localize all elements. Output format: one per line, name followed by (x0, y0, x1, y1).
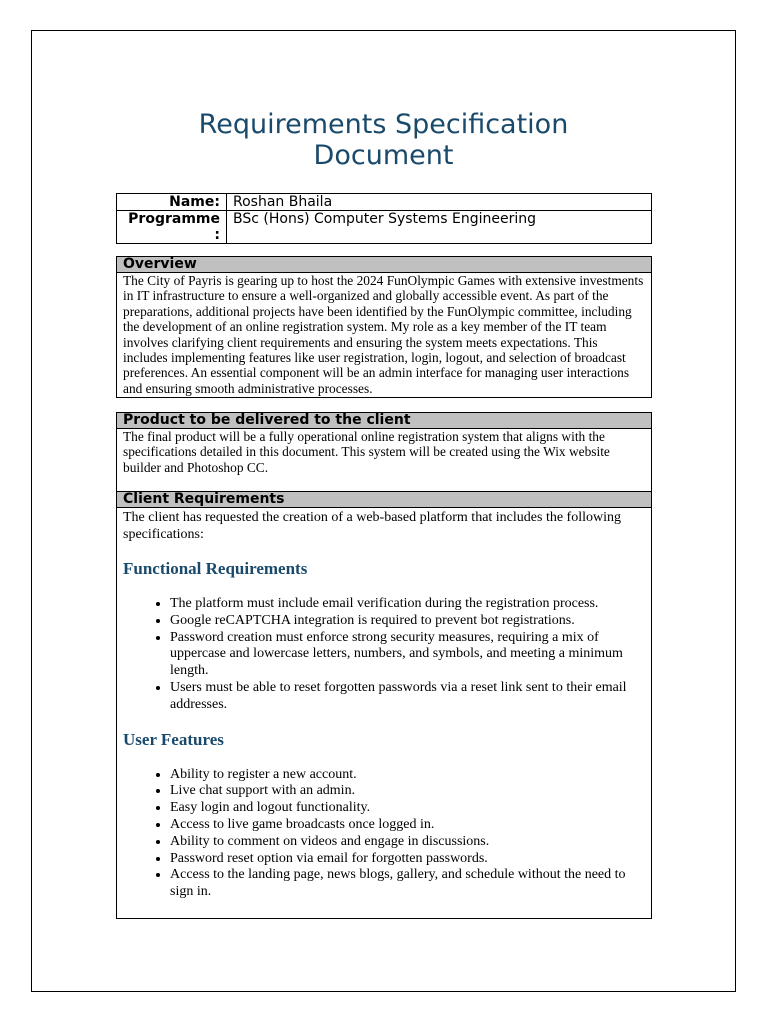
student-info-table (116, 193, 652, 244)
list-item: • Ability to register a new account. (170, 767, 645, 784)
list-item: • Password reset option via email for forgotten passwords. (170, 851, 645, 868)
list-item: • Access to the landing page, news blogs, gallery, and schedule without the need to sign in. (170, 867, 645, 901)
list-item: • Easy login and logout functionality. (170, 800, 645, 817)
name-label: Name: (117, 194, 227, 211)
list-item: • Ability to comment on videos and engage in discussions. (170, 834, 645, 851)
user-features-heading: User Features (123, 729, 224, 749)
list-item: • Password creation must enforce strong security measures, requiring a mix of uppercase and lowercase letters, numbers, and symbols, and meeting a minimum length. (170, 630, 645, 680)
product-text: The final product will be a fully operational online registration system that aligns with the specifications detailed in this document. This system will be created using the Wix website builder and Photoshop CC. (123, 429, 610, 475)
name-row (117, 194, 652, 211)
list-item: • The platform must include email verification during the registration process. (170, 596, 645, 613)
functional-requirements-heading: Functional Requirements (123, 559, 308, 578)
product-section (116, 412, 652, 492)
functional-requirements-list (123, 596, 645, 714)
programme-value: BSc (Hons) Computer Systems Engineering (227, 211, 652, 244)
document-page (31, 30, 736, 992)
list-item: • Access to live game broadcasts once logged in. (170, 817, 645, 834)
client-requirements-section (116, 491, 652, 919)
programme-label: Programme : (117, 211, 227, 244)
overview-text: The City of Payris is gearing up to host the 2024 FunOlympic Games with extensive investments in IT infrastructure to ensure a well-organized and globally accessible event. As part of the preparations, additional projects have been identified by the FunOlympic committee, including the development of an online registration system. My role as a key member of the IT team involves clarifying client requirements and ensuring the system meets expectations. This includes implementing features like user registration, login, logout, and selection of broadcast preferences. An essential component will be an admin interface for managing user interactions and ensuring smooth administrative processes. (123, 273, 644, 396)
programme-row (117, 211, 652, 244)
list-item: • Users must be able to reset forgotten passwords via a reset link sent to their email addresses. (170, 680, 645, 714)
product-heading: Product to be delivered to the client (117, 413, 651, 429)
list-item: • Live chat support with an admin. (170, 783, 645, 800)
name-value: Roshan Bhaila (227, 194, 652, 211)
client-intro: The client has requested the creation of a web-based platform that includes the following specifications: (123, 510, 621, 542)
overview-section (116, 256, 652, 398)
document-title: Requirements Specification Document (198, 109, 569, 171)
list-item: • Google reCAPTCHA integration is required to prevent bot registrations. (170, 613, 645, 630)
client-requirements-heading: Client Requirements (117, 492, 651, 508)
overview-heading: Overview (117, 257, 651, 273)
user-features-list (123, 767, 645, 901)
